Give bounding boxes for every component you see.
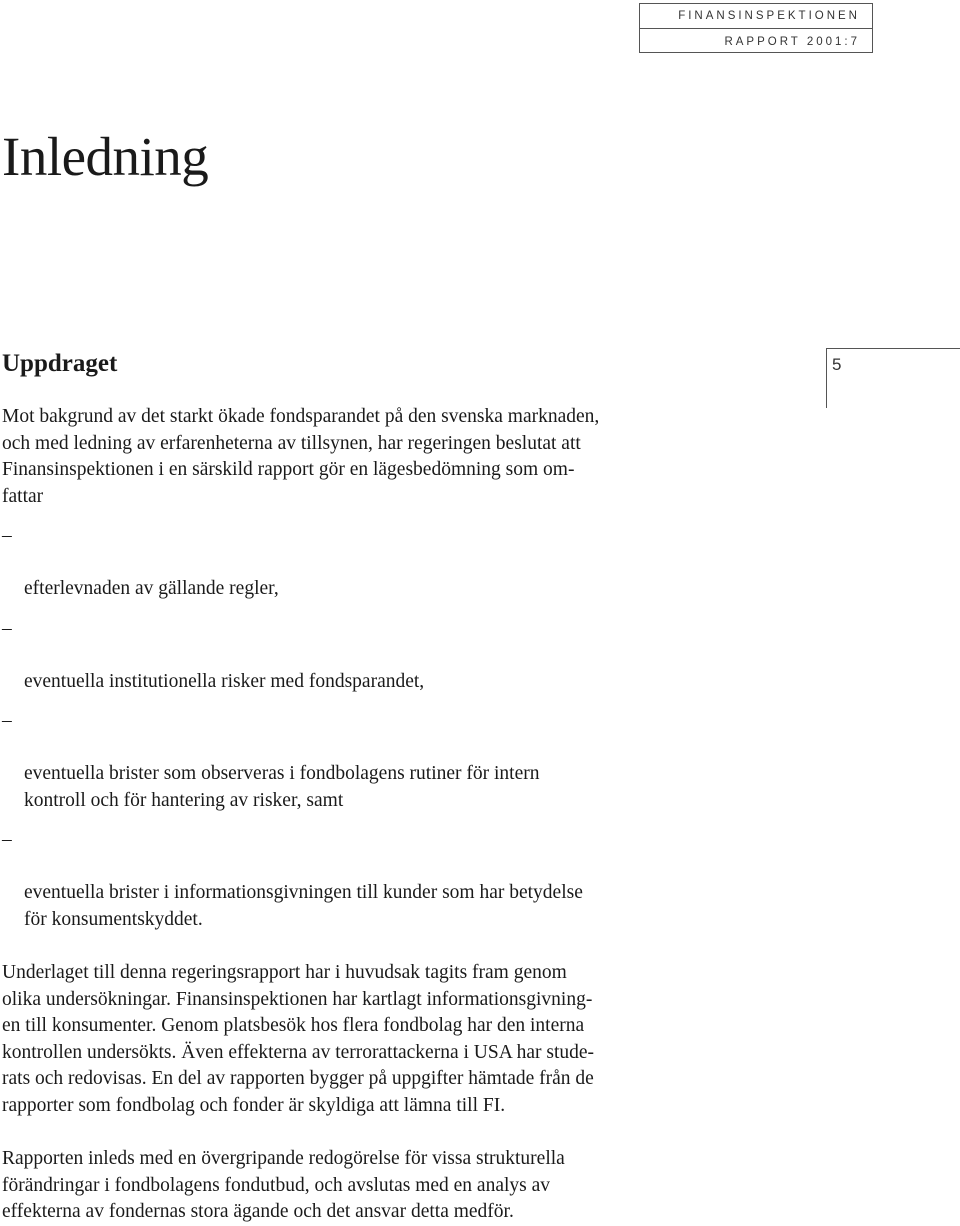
section-heading: Uppdraget (2, 350, 118, 377)
page-title: Inledning (2, 126, 209, 187)
list-item (2, 708, 722, 814)
outline-paragraph: Rapporten inleds med en övergripande redogörelse för vissa strukturella förändringar i fondbolagens fondutbud, och avslutas med en analys av effekterna av fondernas stora ägande och det ansvar detta medför. (2, 1148, 565, 1222)
list-item (2, 616, 722, 696)
report-header-box (639, 3, 873, 53)
assessment-list (2, 523, 722, 933)
dash-bullet: – (2, 525, 12, 546)
page-number: 5 (832, 355, 842, 374)
dash-bullet: – (2, 710, 12, 731)
list-item-text: efterlevnaden av gällande regler, (24, 578, 279, 599)
list-item (2, 827, 722, 933)
page-number-marker (826, 348, 960, 408)
intro-paragraph: Mot bakgrund av det starkt ökade fondsparandet på den svenska marknaden, och med ledning av erfarenheterna av tillsynen, har regeringen beslutat att Finansinspektionen i en särskild rapport gör en lägesbedömning som om- fattar (2, 406, 600, 507)
dash-bullet: – (2, 829, 12, 850)
header-report-id: RAPPORT 2001:7 (724, 36, 860, 48)
list-item-text: eventuella institutionella risker med fondsparandet, (24, 670, 425, 692)
list-item (2, 523, 722, 603)
document-body (2, 404, 722, 1226)
list-item-text: eventuella brister i informationsgivningen till kunder som har betydelse för konsumentskyddet. (24, 882, 583, 930)
list-item-text: eventuella brister som observeras i fondbolagens rutiner för intern kontroll och för hantering av risker, samt (24, 763, 540, 811)
basis-paragraph: Underlaget till denna regeringsrapport har i huvudsak tagits fram genom olika undersökningar. Finansinspektionen har kartlagt informationsgivning- en till konsumenter. Genom platsbesök hos flera fondbolag har den interna kontrollen undersökts. Även effekterna av terrorattackerna i USA har stude- rats och redovisas. En del av rapporten bygger på uppgifter hämtade från de rapporter som fondbolag och fonder är skyldiga att lämna till FI. (2, 962, 595, 1116)
dash-bullet: – (2, 617, 12, 639)
header-organization: FINANSINSPEKTIONEN (640, 4, 872, 29)
